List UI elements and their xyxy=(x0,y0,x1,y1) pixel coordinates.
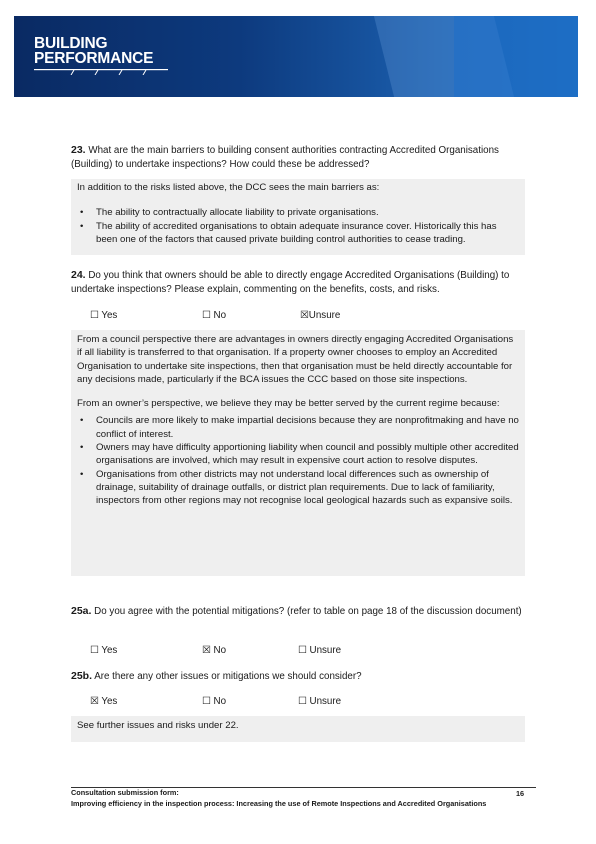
option-no-checkbox[interactable]: ☐ No xyxy=(202,696,227,707)
question-24 xyxy=(71,268,531,297)
answer-24 xyxy=(71,330,525,576)
answer-bullets xyxy=(77,206,519,246)
question-23 xyxy=(71,143,531,172)
logo-underline-icon xyxy=(34,69,168,75)
answer-paragraph: From an owner’s perspective, we believe they may be better served by the current regime because: xyxy=(77,398,500,410)
brand-line-2: PERFORMANCE xyxy=(34,50,154,67)
option-yes-checkbox[interactable]: ☐ Yes xyxy=(90,310,118,321)
page-number: 16 xyxy=(516,789,525,798)
question-text: Do you think that owners should be able to directly engage Accredited Organisations (Building) to undertake inspections? Please explain, commenting on the benefits, costs, and risks. xyxy=(71,270,510,295)
option-no-checkbox[interactable]: ☐ No xyxy=(202,310,227,321)
brand-line-1: BUILDING xyxy=(34,35,108,52)
brand-logo xyxy=(34,36,153,66)
question-number: 25a. xyxy=(71,605,92,617)
answer-bullets xyxy=(77,414,519,507)
question-25a xyxy=(71,604,531,619)
option-unsure-checkbox[interactable]: ☒Unsure xyxy=(300,310,341,321)
option-no-checkbox[interactable]: ☒ No xyxy=(202,645,227,656)
question-text: What are the main barriers to building consent authorities contracting Accredited Organisations (Building) to undertake inspections? How could these be addressed? xyxy=(71,145,499,170)
answer-23 xyxy=(71,179,525,255)
option-unsure-checkbox[interactable]: ☐ Unsure xyxy=(298,696,342,707)
answer-paragraph: See further issues and risks under 22. xyxy=(77,720,239,731)
header-banner xyxy=(14,16,578,97)
bullet-item: • Owners may have difficulty apportioning liability when council and possibly multiple other accredited organisations are involved, which may result in expensive court action to resolve disputes. xyxy=(77,441,519,468)
answer-paragraph: From a council perspective there are advantages in owners directly engaging Accredited Organisations if all liability is transferred to that organisation. If a property owner chooses to employ an Accredited Organisation to undertake site inspections, then that organisation must be held directly accountable for any decisions made, particularly if the BCA issues the CCC based on those site inspections. xyxy=(77,334,514,385)
question-number: 25b. xyxy=(71,670,93,682)
footer-title: Consultation submission form: xyxy=(71,788,179,797)
question-25b xyxy=(71,669,531,684)
option-yes-checkbox[interactable]: ☐ Yes xyxy=(90,645,118,656)
bullet-item: • The ability of accredited organisations to obtain adequate insurance cover. Historically this has been one of the factors that caused private building control authorities to cease trading. xyxy=(77,220,519,247)
bullet-item: • The ability to contractually allocate liability to private organisations. xyxy=(77,206,519,219)
banner-decoration xyxy=(454,16,578,97)
answer-intro: In addition to the risks listed above, the DCC sees the main barriers as: xyxy=(77,182,380,193)
question-text: Do you agree with the potential mitigations? (refer to table on page 18 of the discussion document) xyxy=(94,606,522,617)
footer-subtitle: Improving efficiency in the inspection process: Increasing the use of Remote Inspections and Accredited Organisations xyxy=(71,799,487,808)
bullet-item: • Councils are more likely to make impartial decisions because they are nonprofitmaking and have no conflict of interest. xyxy=(77,414,519,441)
option-yes-checkbox[interactable]: ☒ Yes xyxy=(90,696,118,707)
question-text: Are there any other issues or mitigations we should consider? xyxy=(94,671,362,682)
answer-25b xyxy=(71,716,525,742)
question-number: 23. xyxy=(71,144,86,156)
option-unsure-checkbox[interactable]: ☐ Unsure xyxy=(298,645,342,656)
question-number: 24. xyxy=(71,269,86,281)
bullet-item: • Organisations from other districts may not understand local differences such as ownership of drainage, suitability of drainage outfalls, or district plan requirements. Due to lack of familiarity, inspectors from other regions may not recognise local geological hazards such as expansive soils. xyxy=(77,468,519,508)
